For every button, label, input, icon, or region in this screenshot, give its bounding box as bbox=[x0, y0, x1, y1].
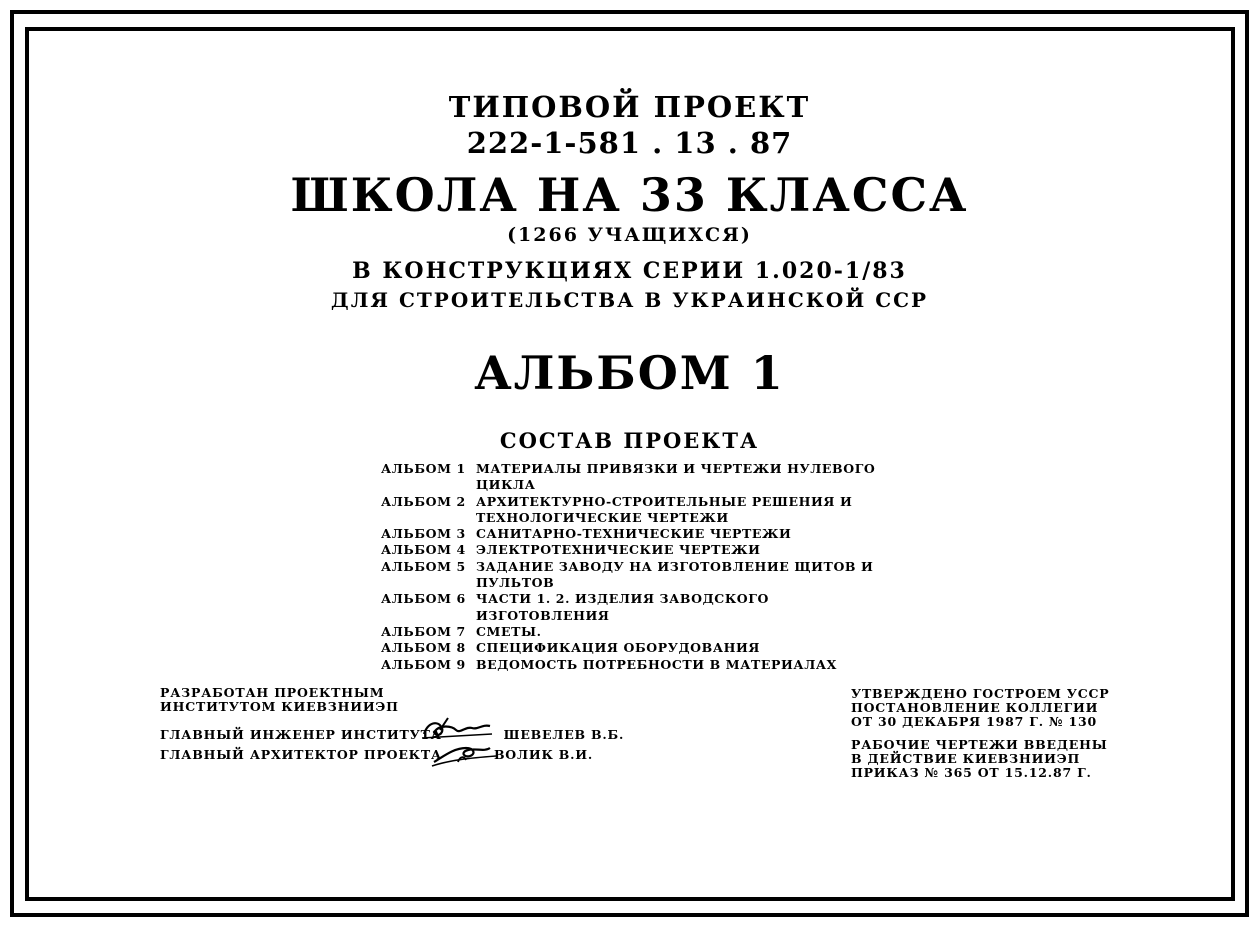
developer-line: РАЗРАБОТАН ПРОЕКТНЫМ bbox=[160, 685, 385, 700]
chief-architect-name: ВОЛИК В.И. bbox=[493, 747, 594, 762]
project-title: ШКОЛА НА 33 КЛАССА bbox=[290, 168, 969, 222]
list-item bbox=[381, 494, 896, 527]
chief-architect-line bbox=[160, 748, 593, 762]
developer-block bbox=[160, 686, 399, 714]
album-description: ВЕДОМОСТЬ ПОТРЕБНОСТИ В МАТЕРИАЛАХ bbox=[476, 656, 837, 672]
album-number: АЛЬБОМ 8 bbox=[381, 640, 466, 656]
album-description: ЭЛЕКТРОТЕХНИЧЕСКИЕ ЧЕРТЕЖИ bbox=[476, 542, 761, 558]
doc-type: ТИПОВОЙ ПРОЕКТ bbox=[448, 90, 811, 124]
contents-heading: СОСТАВ ПРОЕКТА bbox=[499, 428, 760, 453]
chief-engineer-name: ШЕВЕЛЕВ В.Б. bbox=[503, 727, 625, 742]
list-item bbox=[381, 542, 896, 558]
approval-block bbox=[851, 687, 1109, 729]
enactment-line: РАБОЧИЕ ЧЕРТЕЖИ ВВЕДЕНЫ bbox=[851, 737, 1108, 752]
chief-engineer-line bbox=[160, 728, 624, 742]
approval-line: ОТ 30 ДЕКАБРЯ 1987 Г. № 130 bbox=[851, 714, 1098, 729]
engineer-signature bbox=[418, 716, 496, 744]
album-description: СПЕЦИФИКАЦИЯ ОБОРУДОВАНИЯ bbox=[476, 640, 761, 656]
album-number: АЛЬБОМ 6 bbox=[381, 591, 466, 607]
list-item bbox=[381, 461, 896, 494]
region: ДЛЯ СТРОИТЕЛЬСТВА В УКРАИНСКОЙ ССР bbox=[330, 288, 929, 312]
list-item bbox=[381, 559, 896, 592]
album-list bbox=[381, 461, 896, 673]
album-number: АЛЬБОМ 1 bbox=[381, 461, 466, 476]
list-item bbox=[381, 657, 896, 673]
album-description: АРХИТЕКТУРНО-СТРОИТЕЛЬНЫЕ РЕШЕНИЯ И ТЕХНОЛОГИЧЕСКИЕ ЧЕРТЕЖИ bbox=[476, 493, 853, 525]
album-description: МАТЕРИАЛЫ ПРИВЯЗКИ И ЧЕРТЕЖИ НУЛЕВОГО ЦИКЛА bbox=[476, 461, 876, 493]
developer-line: ИНСТИТУТОМ КИЕВЗНИИЭП bbox=[160, 699, 399, 714]
album-number: АЛЬБОМ 4 bbox=[381, 542, 466, 558]
album-title: АЛЬБОМ 1 bbox=[474, 346, 785, 400]
approval-line: ПОСТАНОВЛЕНИЕ КОЛЛЕГИИ bbox=[851, 700, 1099, 715]
enactment-line: В ДЕЙСТВИЕ КИЕВЗНИИЭП bbox=[851, 751, 1081, 766]
enactment-line: ПРИКАЗ № 365 ОТ 15.12.87 Г. bbox=[851, 765, 1092, 780]
album-number: АЛЬБОМ 3 bbox=[381, 526, 466, 542]
album-number: АЛЬБОМ 7 bbox=[381, 623, 466, 639]
album-number: АЛЬБОМ 5 bbox=[381, 558, 466, 574]
architect-signature bbox=[430, 742, 500, 768]
album-number: АЛЬБОМ 2 bbox=[381, 493, 466, 509]
album-description: ЗАДАНИЕ ЗАВОДУ НА ИЗГОТОВЛЕНИЕ ЩИТОВ И ПУЛЬТОВ bbox=[476, 558, 874, 591]
chief-architect-role: ГЛАВНЫЙ АРХИТЕКТОР ПРОЕКТА bbox=[160, 747, 442, 762]
list-item bbox=[381, 624, 896, 640]
album-number: АЛЬБОМ 9 bbox=[381, 656, 466, 672]
list-item bbox=[381, 591, 896, 624]
construction-series: В КОНСТРУКЦИЯХ СЕРИИ 1.020-1/83 bbox=[352, 258, 907, 284]
project-number: 222-1-581 . 13 . 87 bbox=[466, 126, 793, 160]
capacity: (1266 УЧАЩИХСЯ) bbox=[507, 224, 752, 246]
enactment-block bbox=[851, 738, 1108, 780]
list-item bbox=[381, 526, 896, 542]
chief-engineer-role: ГЛАВНЫЙ ИНЖЕНЕР ИНСТИТУТА bbox=[160, 727, 442, 742]
album-description: ЧАСТИ 1. 2. ИЗДЕЛИЯ ЗАВОДСКОГО ИЗГОТОВЛЕНИЯ bbox=[476, 591, 770, 623]
list-item bbox=[381, 640, 896, 656]
album-description: САНИТАРНО-ТЕХНИЧЕСКИЕ ЧЕРТЕЖИ bbox=[476, 526, 792, 542]
album-description: СМЕТЫ. bbox=[476, 623, 542, 639]
approval-line: УТВЕРЖДЕНО ГОСТРОЕМ УССР bbox=[851, 686, 1110, 701]
